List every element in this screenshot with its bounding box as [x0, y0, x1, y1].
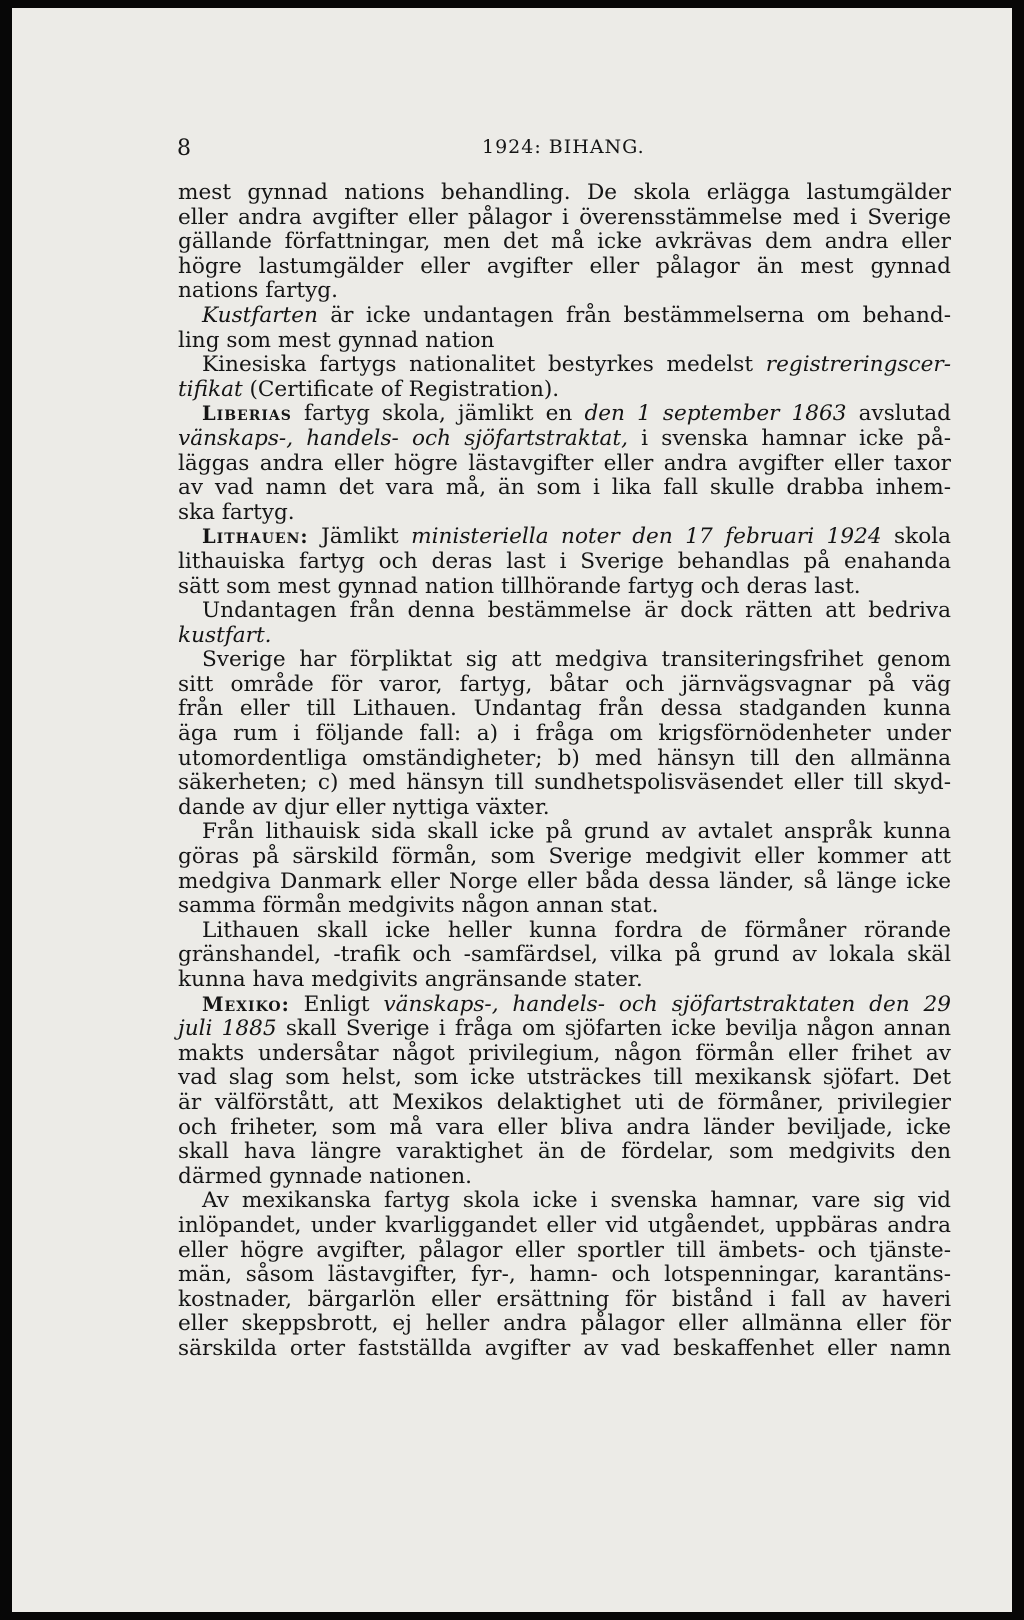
line-text: vad slag som helst, som icke utsträckes till mexikansk sjöfart. Det	[178, 1065, 951, 1091]
text-line	[178, 648, 951, 673]
line-text: läggas andra eller högre lästavgifter eller andra avgifter eller taxor	[178, 450, 951, 476]
line-text: kostnader, bärgarlön eller ersättning för bistånd i fall av haveri	[178, 1286, 951, 1312]
line-text: fartyg skola, jämlikt en	[291, 401, 585, 427]
text-line	[178, 378, 951, 403]
italic-text: registreringscer-	[765, 352, 951, 378]
italic-text: den 1 september 1863	[584, 401, 847, 427]
text-line	[178, 575, 951, 600]
country-heading: Mexiko:	[202, 992, 290, 1016]
line-text: medgiva Danmark eller Norge eller båda dessa länder, så länge icke	[178, 868, 951, 894]
text-line	[178, 894, 951, 919]
running-head: 1924: BIHANG.	[482, 136, 645, 158]
text-line	[178, 501, 951, 526]
line-text: särskilda orter fastställda avgifter av vad beskaffenhet eller namn	[178, 1335, 951, 1361]
text-line	[178, 993, 951, 1018]
line-text: eller skeppsbrott, ej heller andra pålagor eller allmänna eller för	[178, 1311, 951, 1337]
line-text: säkerheten; c) med hänsyn till sundhetspolisväsendet eller till skyd-	[178, 770, 951, 796]
line-text: dande av djur eller nyttiga växter.	[178, 794, 550, 820]
line-text: Enligt	[289, 991, 384, 1017]
line-text: inlöpandet, under kvarliggandet eller vid utgåendet, uppbäras andra	[178, 1212, 951, 1238]
text-line	[178, 1066, 951, 1091]
line-text: gällande författningar, men det må icke avkrävas dem andra eller	[178, 229, 951, 255]
line-text: Från lithauisk sida skall icke på grund av avtalet anspråk kunna	[202, 819, 951, 845]
line-text: av vad namn det vara må, än som i lika fall skulle drabba inhem-	[178, 475, 951, 501]
line-text: mest gynnad nations behandling. De skola erlägga lastumgälder	[178, 180, 951, 205]
line-text: kunna hava medgivits angränsande stater.	[178, 967, 643, 992]
text-line	[178, 673, 951, 698]
text-line	[178, 452, 951, 477]
text-line	[178, 1288, 951, 1313]
text-line	[178, 279, 951, 304]
text-line	[178, 1214, 951, 1239]
line-text: sitt område för varor, fartyg, båtar och järnvägsvagnar på väg	[178, 671, 951, 697]
text-line	[178, 771, 951, 796]
line-text: ska fartyg.	[178, 499, 295, 525]
line-text: ling som mest gynnad nation	[178, 327, 495, 353]
line-text: Jämlikt	[308, 524, 412, 550]
text-line	[178, 1140, 951, 1165]
italic-text: Kustfarten	[202, 302, 318, 328]
line-text: Av mexikanska fartyg skola icke i svenska hamnar, vare sig vid	[202, 1188, 951, 1214]
text-line	[178, 870, 951, 895]
italic-text: ministeriella noter den 17 februari 1924	[411, 524, 882, 550]
text-line	[178, 919, 951, 944]
text-line	[178, 845, 951, 870]
text-line	[178, 1263, 951, 1288]
body-text	[178, 181, 951, 1362]
country-heading: Lithauen:	[202, 525, 309, 549]
italic-text: tifikat	[178, 376, 243, 402]
italic-text: juli 1885	[178, 1016, 277, 1042]
line-text: lithauiska fartyg och deras last i Sverige behandlas på enahanda	[178, 548, 951, 574]
text-line	[178, 476, 951, 501]
line-text: nations fartyg.	[178, 278, 338, 304]
text-line	[178, 304, 951, 329]
line-text: göras på särskild förmån, som Sverige medgivit eller kommer att	[178, 844, 951, 870]
document-page	[12, 8, 1012, 1612]
text-line	[178, 1239, 951, 1264]
line-text: samma förmån medgivits någon annan stat.	[178, 893, 659, 919]
text-line	[178, 1042, 951, 1067]
line-text: är välförstått, att Mexikos delaktighet uti de förmåner, privilegier	[178, 1089, 951, 1115]
line-text: skall hava längre varaktighet än de fördelar, som medgivits den	[178, 1139, 951, 1165]
italic-text: vänskaps-, handels- och sjöfartstraktat,	[178, 425, 628, 451]
text-line	[178, 624, 951, 649]
line-text: från eller till Lithauen. Undantag från dessa stadganden kunna	[178, 696, 951, 722]
text-line	[178, 697, 951, 722]
line-text: Undantagen från denna bestämmelse är dock rätten att bedriva	[202, 598, 951, 624]
page-header	[12, 136, 1012, 166]
text-line	[178, 329, 951, 354]
text-line	[178, 796, 951, 821]
italic-text: kustfart.	[178, 622, 272, 648]
text-line	[178, 402, 951, 427]
text-line	[178, 1189, 951, 1214]
line-text: skola	[881, 524, 951, 550]
line-text: Lithauen skall icke heller kunna fordra de förmåner rörande	[202, 917, 951, 943]
line-text: är icke undantagen från bestämmelserna om behand-	[317, 302, 951, 328]
text-line	[178, 943, 951, 968]
line-text: skall Sverige i fråga om sjöfarten icke bevilja någon annan	[276, 1016, 951, 1042]
line-text: äga rum i följande fall: a) i fråga om krigsförnödenheter under	[178, 721, 951, 747]
line-text: högre lastumgälder eller avgifter eller pålagor än mest gynnad	[178, 253, 951, 279]
text-line	[178, 353, 951, 378]
text-line	[178, 1116, 951, 1141]
text-line	[178, 1091, 951, 1116]
text-line	[178, 1017, 951, 1042]
text-line	[178, 255, 951, 280]
text-line	[178, 1165, 951, 1190]
line-text: Sverige har förpliktat sig att medgiva transiteringsfrihet genom	[202, 647, 951, 673]
line-text: Kinesiska fartygs nationalitet bestyrkes medelst	[202, 352, 766, 378]
country-heading: Liberias	[202, 402, 292, 426]
line-text: gränshandel, -trafik och -samfärdsel, vilka på grund av lokala skäl	[178, 942, 951, 968]
text-line	[178, 427, 951, 452]
text-line	[178, 525, 951, 550]
text-line	[178, 1337, 951, 1362]
italic-text: vänskaps-, handels- och sjöfartstraktaten den 29	[383, 991, 951, 1017]
text-line	[178, 206, 951, 231]
line-text: och friheter, som må vara eller bliva andra länder beviljade, icke	[178, 1114, 951, 1140]
text-line	[178, 181, 951, 206]
text-line	[178, 550, 951, 575]
line-text: utomordentliga omständigheter; b) med hänsyn till den allmänna	[178, 745, 951, 771]
page-number: 8	[177, 136, 191, 161]
line-text: avslutad	[846, 401, 951, 427]
text-line	[178, 820, 951, 845]
text-line	[178, 968, 951, 993]
line-text: makts undersåtar något privilegium, någon förmån eller frihet av	[178, 1040, 951, 1066]
line-text: därmed gynnade nationen.	[178, 1163, 472, 1189]
text-line	[178, 230, 951, 255]
text-line	[178, 722, 951, 747]
line-text: i svenska hamnar icke på-	[627, 425, 951, 451]
line-text: eller högre avgifter, pålagor eller sportler till ämbets- och tjänste-	[178, 1237, 951, 1263]
line-text: (Certificate of Registration).	[242, 376, 560, 402]
line-text: sätt som mest gynnad nation tillhörande fartyg och deras last.	[178, 573, 861, 599]
text-line	[178, 599, 951, 624]
line-text: eller andra avgifter eller pålagor i överensstämmelse med i Sverige	[178, 204, 951, 230]
line-text: män, såsom lästavgifter, fyr-, hamn- och lotspenningar, karantäns-	[178, 1262, 951, 1288]
text-line	[178, 747, 951, 772]
text-line	[178, 1312, 951, 1337]
